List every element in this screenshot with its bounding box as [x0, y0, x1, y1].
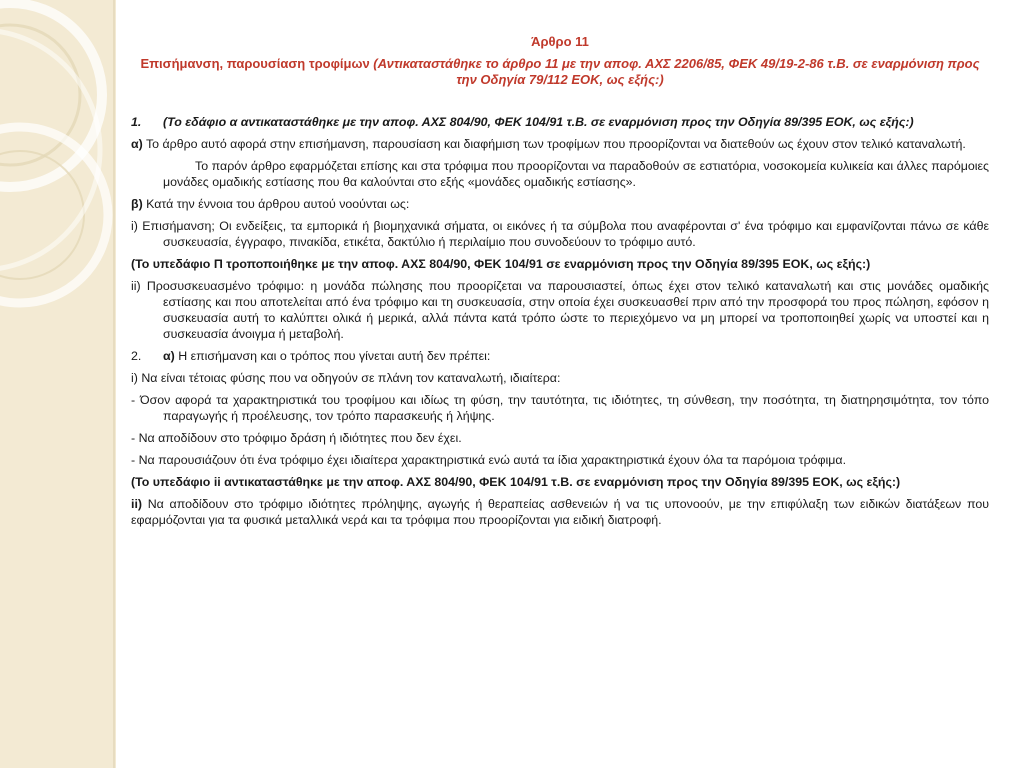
paragraph-text: Κατά την έννοια του άρθρου αυτού νοούνται ως: [142, 197, 410, 211]
dash-item-3: - Να παρουσιάζουν ότι ένα τρόφιμο έχει ιδιαίτερα χαρακτηριστικά ενώ αυτά τα ίδια χαρακτηριστικά έχουν όλα τα παρόμοια τρόφιμα. [131, 453, 847, 467]
paragraph-label: α) [163, 349, 175, 363]
paragraph-text: (Το εδάφιο α αντικαταστάθηκε με την αποφ. ΑΧΣ 804/90, ΦΕΚ 104/91 τ.Β. σε εναρμόνιση προς την Οδηγία 89/395 ΕΟΚ, ως εξής:) [163, 115, 914, 129]
decorative-rings [0, 0, 116, 768]
article-subtitle [131, 56, 989, 88]
paragraph-2-i: i) Να είναι τέτοιας φύσης που να οδηγούν σε πλάνη τον καταναλωτή, ιδιαίτερα: [131, 371, 561, 385]
decorative-sidebar [0, 0, 116, 768]
subtitle-main: Επισήμανση, παρουσίαση τροφίμων [140, 56, 374, 71]
paragraph-number: 1. [131, 115, 142, 129]
paragraph-label: ii) [131, 497, 143, 511]
paragraph-a [131, 136, 989, 152]
paragraph-label: α) [131, 137, 143, 151]
amendment-note-1: (Το υπεδάφιο Π τροποποιήθηκε με την αποφ. ΑΧΣ 804/90, ΦΕΚ 104/91 σε εναρμόνιση προς την Οδηγία 89/395 ΕΟΚ, ως εξής:) [131, 257, 871, 271]
paragraph-text: Το παρόν άρθρο εφαρμόζεται επίσης και στα τρόφιμα που προορίζονται να παραδοθούν σε εστιατόρια, νοσοκομεία κυλικεία και άλλες παρόμοιες μονάδες ομαδικής εστίασης που θα καλούνται στο εξής «μονάδες ομαδικής εστίασης». [163, 159, 989, 189]
subtitle-note: (Αντικαταστάθηκε το άρθρο 11 με την αποφ. ΑΧΣ 2206/85, ΦΕΚ 49/19-2-86 τ.Β. σε εναρμόνιση προς την Οδηγία 79/112 ΕΟΚ, ως εξής:) [373, 56, 980, 87]
amendment-note-2: (Το υπεδάφιο ii αντικαταστάθηκε με την αποφ. ΑΧΣ 804/90, ΦΕΚ 104/91 τ.Β. σε εναρμόνιση προς την Οδηγία 89/395 ΕΟΚ, ως εξής:) [131, 475, 901, 489]
paragraph-label: β) [131, 197, 143, 211]
paragraph-text: Η επισήμανση και ο τρόπος που γίνεται αυτή δεν πρέπει: [174, 349, 491, 363]
paragraph-1-note [131, 114, 989, 130]
article-title: Άρθρο 11 [531, 34, 589, 49]
dash-item-1: - Όσον αφορά τα χαρακτηριστικά του τροφίμου και ιδίως τη φύση, την ταυτότητα, τις ιδιότητες, τη σύνθεση, την ποσότητα, τη διατηρησιμότητα, τον τόπο παραγωγής ή προέλευσης, τον τρόπο παρασκευής ή λήψης. [131, 393, 989, 423]
paragraph-ii: ii) Προσυσκευασμένο τρόφιμο: η μονάδα πώλησης που προορίζεται να παρουσιαστεί, όπως έχει στον τελικό καταναλωτή και στις μονάδες ομαδικής εστίασης και που αποτελείται από ένα τρόφιμο και τη συσκευασία, στην οποία έχει συσκευασθεί πριν από την προσφορά του προς πώληση, εφόσον η συσκευασία αυτή το καλύπτει ολικά ή μερικά, αλλά πάντα κατά τρόπο ώστε το περιεχόμενο να μη μπορεί να τροποποιηθεί χωρίς να υποστεί και η συσκευασία άνοιγμα ή μεταβολή. [131, 279, 989, 341]
document-content [131, 34, 989, 534]
paragraph-b [131, 196, 989, 212]
paragraph-ii-2 [131, 496, 989, 528]
paragraph-a-2 [131, 158, 989, 190]
paragraph-number: 2. [131, 349, 142, 363]
dash-item-2: - Να αποδίδουν στο τρόφιμο δράση ή ιδιότητες που δεν έχει. [131, 431, 462, 445]
paragraph-2 [131, 348, 989, 364]
paragraph-i: i) Επισήμανση; Οι ενδείξεις, τα εμπορικά ή βιομηχανικά σήματα, οι εικόνες ή τα σύμβολα που αναφέρονται σ' ένα τρόφιμο και εμφανίζονται πάνω σε κάθε συσκευασία, έγγραφο, πινακίδα, ετικέτα, δακτύλιο ή περιλαίμιο που συνοδεύουν το τρόφιμο αυτό. [131, 219, 989, 249]
paragraph-text: Το άρθρο αυτό αφορά στην επισήμανση, παρουσίαση και διαφήμιση των τροφίμων που προορίζονται να διατεθούν ως έχουν στον τελικό καταναλωτή. [142, 137, 966, 151]
paragraph-text: Να αποδίδουν στο τρόφιμο ιδιότητες πρόληψης, αγωγής ή θεραπείας ασθενειών ή να τις υπονοούν, με την επιφύλαξη των ειδικών διατάξεων που εφαρμόζονται για τα φυσικά μεταλλικά νερά και τα τρόφιμα που προορίζονται για ειδική διατροφή. [131, 497, 989, 527]
